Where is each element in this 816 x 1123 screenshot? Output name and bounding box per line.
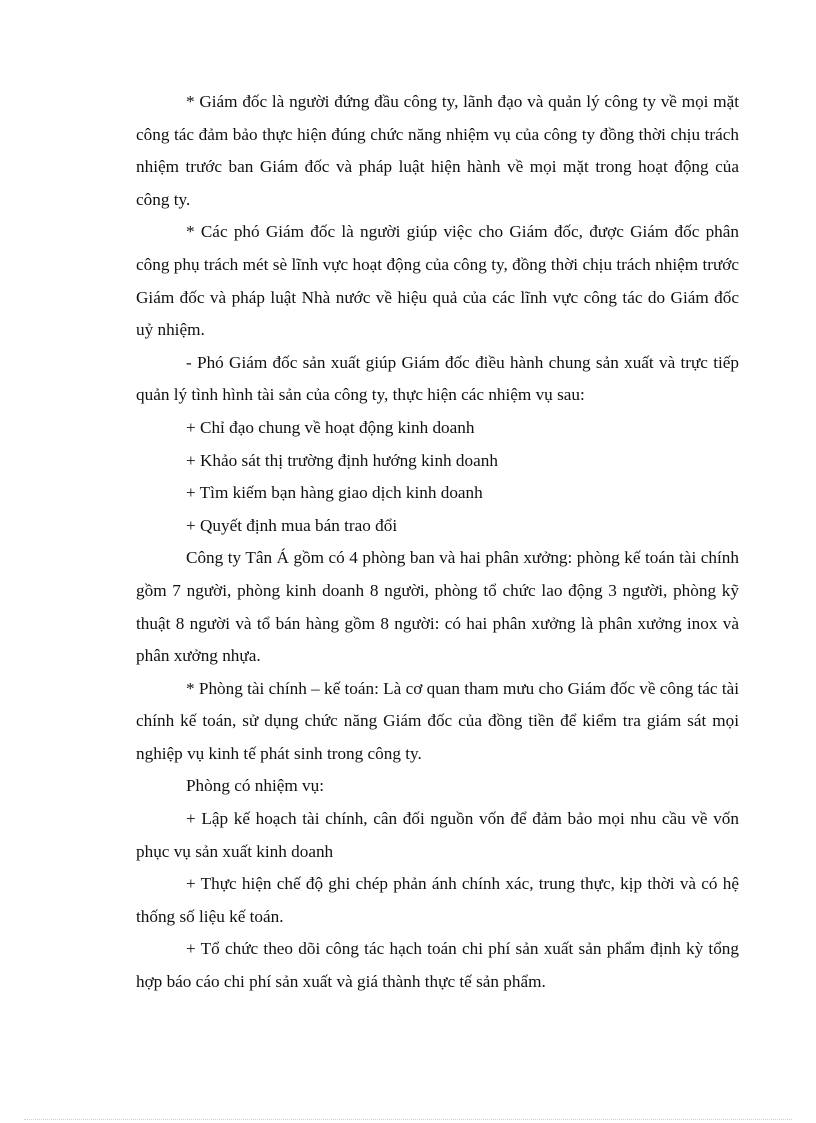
paragraph-director: * Giám đốc là người đứng đầu công ty, lãnh đạo và quản lý công ty về mọi mặt công tác đảm bảo thực hiện đúng chức năng nhiệm vụ của công ty đồng thời chịu trách nhiệm trước ban Giám đốc và pháp luật hiện hành về mọi mặt trong hoạt động của công ty. [136, 92, 739, 209]
list-item-duty-3: + Tìm kiếm bạn hàng giao dịch kinh doanh [186, 483, 483, 503]
paragraph-department-tasks-heading: Phòng có nhiệm vụ: [186, 776, 324, 796]
list-item-finance-task-2: + Thực hiện chế độ ghi chép phản ánh chính xác, trung thực, kịp thời và có hệ thống số liệu kế toán. [136, 874, 739, 926]
paragraph-production-deputy: - Phó Giám đốc sản xuất giúp Giám đốc điều hành chung sản xuất và trực tiếp quản lý tình hình tài sản của công ty, thực hiện các nhiệm vụ sau: [136, 352, 739, 405]
paragraph-company-structure: Công ty Tân Á gồm có 4 phòng ban và hai phân xưởng: phòng kế toán tài chính gồm 7 người, phòng kinh doanh 8 người, phòng tổ chức lao động 3 người, phòng kỹ thuật 8 người và tổ bán hàng gồm 8 người: có hai phân xưởng là phân xưởng inox và phân xưởng nhựa. [136, 548, 739, 666]
list-item-finance-task-3: + Tổ chức theo dõi công tác hạch toán chi phí sản xuất sản phẩm định kỳ tổng hợp báo cáo chi phí sản xuất và giá thành thực tế sản phẩm. [136, 939, 739, 992]
paragraph-finance-department: * Phòng tài chính – kế toán: Là cơ quan tham mưu cho Giám đốc về công tác tài chính kế toán, sử dụng chức năng Giám đốc của đồng tiền để kiểm tra giám sát mọi nghiệp vụ kinh tế phát sinh trong công ty. [136, 678, 739, 763]
document-body [136, 86, 739, 999]
list-item-duty-4: + Quyết định mua bán trao đổi [186, 515, 398, 535]
list-item-duty-1: + Chỉ đạo chung về hoạt động kinh doanh [186, 417, 475, 437]
list-item-duty-2: + Khảo sát thị trường định hướng kinh doanh [186, 450, 498, 470]
paragraph-deputy-directors: * Các phó Giám đốc là người giúp việc cho Giám đốc, được Giám đốc phân công phụ trách mét sè lĩnh vực hoạt động của công ty, đồng thời chịu trách nhiệm trước Giám đốc và pháp luật Nhà nước về hiệu quả của các lĩnh vực công tác do Giám đốc uỷ nhiệm. [136, 222, 739, 340]
list-item-finance-task-1: + Lập kế hoạch tài chính, cân đối nguồn vốn để đảm bảo mọi nhu cầu về vốn phục vụ sản xuất kinh doanh [136, 809, 739, 861]
page-bottom-divider [24, 1119, 792, 1120]
